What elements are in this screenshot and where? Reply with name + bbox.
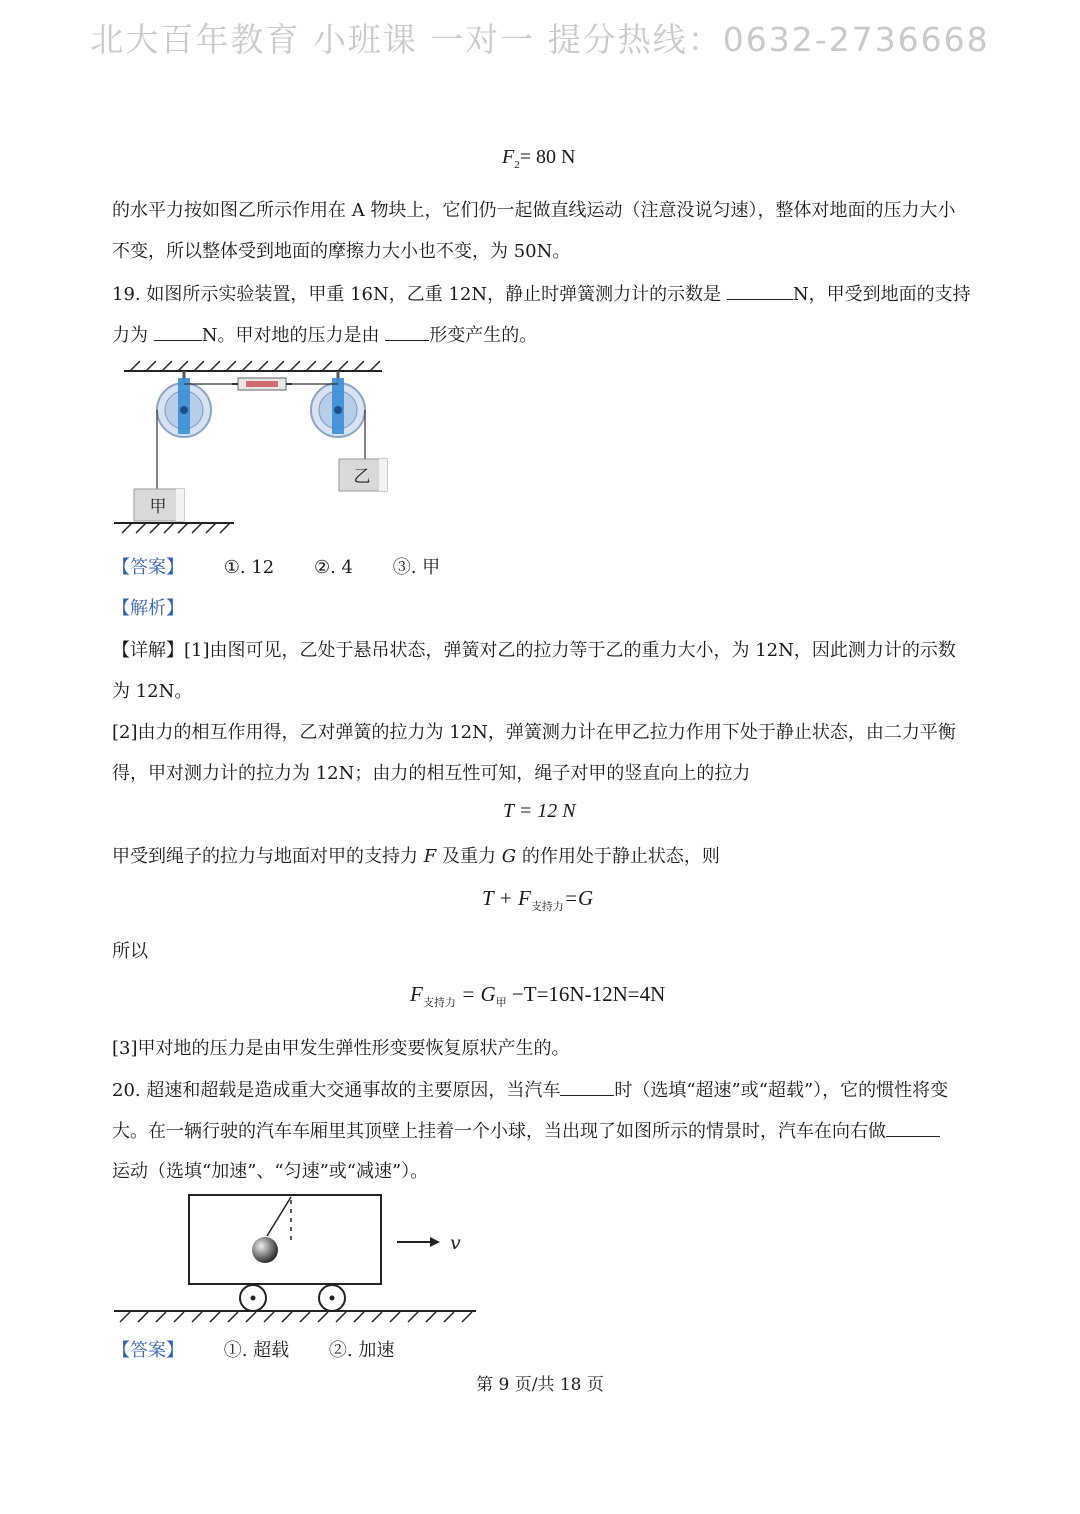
q20-text-line1: 20. 超速和超载是造成重大交通事故的主要原因，当汽车 时（选填“超速”或“超载”），它的惯性将变 [112, 1080, 949, 1101]
q19-answer-row [112, 557, 440, 579]
so-label: 所以 [112, 941, 148, 962]
velocity-label: v [450, 1232, 461, 1254]
q20-cart-figure [110, 1190, 490, 1330]
q19-blank-3[interactable] [385, 324, 429, 341]
q19-pulley-figure [110, 358, 400, 538]
q19-detail3: [3]甲对地的压力是由甲发生弹性形变要恢复原状产生的。 [112, 1038, 570, 1059]
q19-text-line2: 力为 N。甲对地的压力是由 形变产生的。 [112, 325, 538, 346]
equation-support: $F_{支持力} = G_甲 -T=16N-12N=4N$ [410, 982, 666, 1009]
q20-answer-1: ①. 超载 [223, 1340, 290, 1361]
top-equation: $F_2= 80$ N [502, 146, 576, 171]
q19-answer-1: ①. 12 [223, 557, 275, 578]
cart-body [189, 1195, 381, 1284]
q19-blank-2[interactable] [154, 324, 202, 341]
prev-explanation-line1: 的水平力按如图乙所示作用在 A 物块上，它们仍一起做直线运动（注意没说匀速），整体对地面的压力大小 [112, 200, 956, 221]
q20-answer-tag: 【答案】 [112, 1340, 184, 1361]
q20-text-line3: 运动（选填“加速”、“匀速”或“减速”）。 [112, 1161, 429, 1182]
q19-detail2-line3: 甲受到绳子的拉力与地面对甲的支持力 F 及重力 G 的作用处于静止状态，则 [112, 846, 720, 867]
q20-answer-2: ②. 加速 [328, 1340, 395, 1361]
equation-tension: T = 12 N [503, 800, 576, 822]
block-jia-label: 甲 [149, 497, 167, 517]
watermark: 北大百年教育 小班课 一对一 提分热线：0632-2736668 [90, 20, 990, 59]
right-pulley [311, 371, 365, 437]
q19-analysis-tag: 【解析】 [112, 598, 184, 619]
block-yi-label: 乙 [353, 467, 371, 487]
page-footer: 第 9 页/共 18 页 [476, 1375, 604, 1395]
q20-answer-row [112, 1340, 394, 1362]
q19-detail1-line1: 【详解】[1]由图可见，乙处于悬吊状态，弹簧对乙的拉力等于乙的重力大小，为 12N，因此测力计的示数 [112, 640, 956, 661]
equation-balance: $T + F_{支持力}=G$ [482, 886, 594, 913]
prev-explanation-line2: 不变，所以整体受到地面的摩擦力大小也不变，为 50N。 [112, 241, 571, 262]
left-pulley [157, 371, 211, 437]
spring-scale [232, 378, 292, 390]
q19-answer-3: ③. 甲 [392, 557, 441, 578]
q19-blank-1[interactable] [727, 283, 793, 300]
q19-detail2-line2: 得，甲对测力计的拉力为 12N；由力的相互性可知，绳子对甲的竖直向上的拉力 [112, 763, 751, 784]
q20-blank-1[interactable] [560, 1079, 614, 1096]
q20-blank-2[interactable] [886, 1120, 940, 1137]
q20-text-line2: 大。在一辆行驶的汽车车厢里其顶壁上挂着一个小球，当出现了如图所示的情景时，汽车在向右做 [112, 1120, 940, 1143]
q19-detail1-line2: 为 12N。 [112, 681, 193, 702]
velocity-arrow [397, 1237, 440, 1247]
q19-answer-tag: 【答案】 [112, 557, 184, 578]
q19-detail2-line1: [2]由力的相互作用得，乙对弹簧的拉力为 12N，弹簧测力计在甲乙拉力作用下处于静止状态，由二力平衡 [112, 722, 956, 743]
ball [252, 1237, 278, 1263]
q19-text-line1: 19. 如图所示实验装置，甲重 16N，乙重 12N，静止时弹簧测力计的示数是 N，甲受到地面的支持 [112, 284, 971, 305]
q19-answer-2: ②. 4 [313, 557, 353, 578]
